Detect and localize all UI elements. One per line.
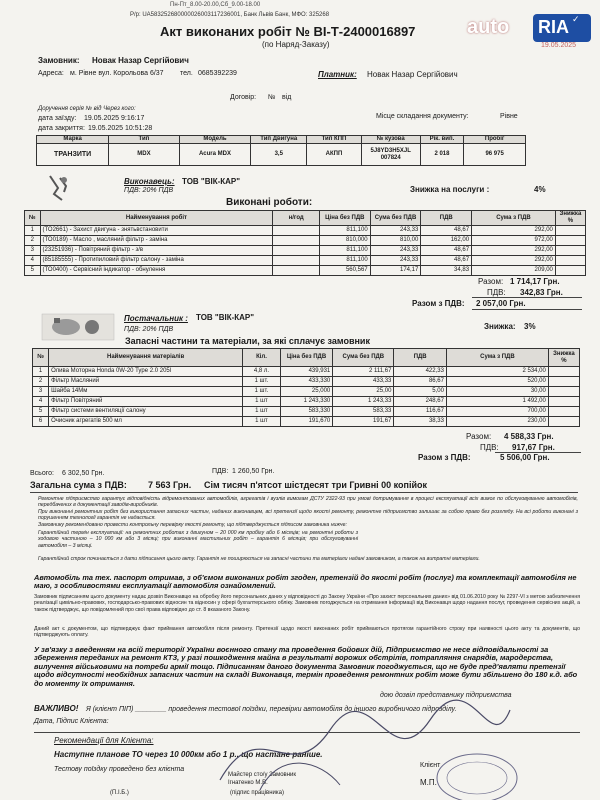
- works-col-header: ПДВ: [421, 211, 472, 226]
- employee-sign-note: (підпис працівника): [230, 790, 284, 796]
- works-cell: [273, 236, 320, 246]
- works-col-header: н/год: [273, 211, 320, 226]
- works-cell: 48,67: [421, 256, 472, 266]
- parts-cell: [548, 397, 579, 407]
- customer-phone: 0685392239: [198, 70, 237, 77]
- closing-label: дата закриття:: [38, 125, 85, 132]
- works-col-header: №: [25, 211, 41, 226]
- contract-date-label: від: [282, 94, 292, 101]
- works-discount-label: Знижка на послуги :: [410, 185, 490, 194]
- works-cell: 243,33: [370, 246, 421, 256]
- parts-cell: 116,67: [394, 407, 447, 417]
- terms-start: Гарантійний строк починається з дати підписання цього акту. Гарантія не поширюється на запасні частини та матеріали надані замовником, а також на витратні матеріали.: [38, 556, 480, 562]
- customer-address: м. Рівне вул. Корольова 6/37: [70, 70, 164, 77]
- vehicle-col-header: Модель: [179, 136, 251, 144]
- parts-cell: 1 492,00: [446, 397, 548, 407]
- works-cell: 292,00: [472, 246, 556, 256]
- vehicle-cell: 2 018: [420, 144, 464, 166]
- client-label: Клієнт: [420, 762, 441, 769]
- parts-total: 4 588,33 Грн.: [504, 432, 554, 441]
- bank-details: Р/р: UA583252680000026003117236001, Банк Львів Банк, МФО: 325268: [130, 12, 330, 18]
- test-drive-note: Тестову поїздку проведено без клієнта: [54, 766, 185, 773]
- works-cell: [555, 236, 585, 246]
- terms-warranty: Ремонтне підприємство гарантує відповідність відремонтованих автомобілів, агрегатів і вузлів вимогам ДСТУ 2322-93 при умові дотримування в процесі експлуатації всіх вимог по обслуговуванню автомобілів, передбачених в документації заводів-виробників.: [38, 496, 578, 509]
- master-label: Майстер сто/у Замовник: [228, 772, 297, 778]
- parts-cell: 583,330: [280, 407, 333, 417]
- vehicle-col-header: Тип КПП: [307, 136, 362, 144]
- works-col-header: Знижка %: [555, 211, 585, 226]
- parts-vat-total: 917,67 Грн.: [512, 443, 555, 452]
- works-cell: (ТО0189) - Масло , масляний фільтр - заміна: [40, 236, 273, 246]
- works-cell: 811,100: [319, 256, 370, 266]
- executor-name: ТОВ "ВІК-КАР": [182, 177, 241, 186]
- works-col-header: Найменування робіт: [40, 211, 273, 226]
- parts-cell: 1 шт: [243, 417, 281, 427]
- place-value: Рівне: [500, 113, 518, 120]
- works-col-header: Сума без ПДВ: [370, 211, 421, 226]
- works-cell: 209,00: [472, 266, 556, 276]
- works-cell: 972,00: [472, 236, 556, 246]
- autoria-watermark: [455, 4, 600, 54]
- mp-label: М.П.: [420, 778, 437, 787]
- works-cell: 2: [25, 236, 41, 246]
- terms-claims: Даний акт є документом, що підтверджує факт приймання автомобіля після ремонту. Претензії щодо якості виконаних робіт приймаються протягом гарантійного строку при наявності цього акту та документів, що підтверджують оплату.: [34, 626, 580, 639]
- parts-cell: Фільтр системи вентиляції салону: [49, 407, 243, 417]
- terms-personal-data: Замовник підписанням цього документу надає дозвіл Виконавцю на обробку його персональних даних у відповідності до Закону України «Про захист персональних даних» від 01.06.2010 року № 2297-VI з метою забезпечення реалізації цивільно-правових, господарсько-правових відносин та відносин у сфері бухгалтерського обліку. Замовник погоджується на отримання інформації від Виконавця щодо надання послуг, проведення сервісних акцій, а також підтверджує, що повідомлений про свої права відповідно до ст. 8 вказаного Закону.: [34, 594, 580, 613]
- works-cell: [555, 256, 585, 266]
- summary-divider: [30, 492, 578, 493]
- vehicle-cell: Acura MDX: [179, 144, 251, 166]
- parts-col-header: Сума без ПДВ: [333, 349, 394, 367]
- works-cell: [555, 266, 585, 276]
- vehicle-header-row: [37, 136, 526, 144]
- summary-vat-label: ПДВ:: [212, 468, 229, 475]
- works-cell: 1: [25, 226, 41, 236]
- terms-warranty-period: Гарантійний термін експлуатації: на ремонтних роботах з двигуном – 20 000 км пробігу або 6 місяців; на ремонтні роботи з ходовою частиною – 10 000 км або 3 місяці; при виконанні мастильних робіт – гарантія 6 місяців; при обслуговуванні автомобіля – 3 місяці.: [38, 530, 358, 549]
- works-cell: (23251936) - Повітряний фільтр - з/в: [40, 246, 273, 256]
- parts-cell: 1 243,330: [280, 397, 333, 407]
- terms-no-parts: При виконанні ремонтних робіт без використання запасних частин, наданих виконавцем, всі претензії щодо якості ремонту, ремонтне підприємство залишає за собою право без розгляду. На всі роботи виконані з порушенням технології гарантія не надається.: [38, 509, 578, 522]
- vehicle-col-header: № кузова: [361, 136, 420, 144]
- parts-cell: 2 111,67: [333, 367, 394, 377]
- works-vat-total: 342,83 Грн.: [520, 288, 563, 297]
- works-row: [25, 256, 586, 266]
- parts-vat-label: ПДВ: 20% ПДВ: [124, 326, 174, 333]
- works-cell: 292,00: [472, 226, 556, 236]
- supplier-name: ТОВ "ВІК-КАР": [196, 313, 255, 322]
- works-cell: 810,000: [319, 236, 370, 246]
- watermark-brand: auto: [467, 16, 510, 38]
- parts-cell: 191,67: [333, 417, 394, 427]
- works-row: [25, 226, 586, 236]
- parts-row: [33, 407, 580, 417]
- parts-cell: 4,8 л.: [243, 367, 281, 377]
- parts-col-header: Ціна без ПДВ: [280, 349, 333, 367]
- parts-cell: 583,33: [333, 407, 394, 417]
- works-total: 1 714,17 Грн.: [510, 277, 560, 286]
- wrench-icon: [44, 172, 74, 202]
- parts-cell: 3: [33, 387, 49, 397]
- company-stamp-icon: [432, 748, 522, 800]
- works-row: [25, 236, 586, 246]
- parts-cell: 6: [33, 417, 49, 427]
- works-header-row: [25, 211, 586, 226]
- parts-cell: Олива Моторна Honda 0W-20 Type 2.0 205l: [49, 367, 243, 377]
- vehicle-col-header: Марка: [37, 136, 109, 144]
- parts-cell: 433,33: [333, 377, 394, 387]
- works-cell: (ТО0400) - Сервісний індикатор - обнулення: [40, 266, 273, 276]
- document-subtitle: (по Наряд-Заказу): [262, 40, 330, 49]
- parts-cell: 248,67: [394, 397, 447, 407]
- vehicle-cell: ТРАНЗИТИ: [37, 144, 109, 166]
- parts-cell: 1 243,33: [333, 397, 394, 407]
- works-cell: 243,33: [370, 226, 421, 236]
- parts-cell: 230,00: [446, 417, 548, 427]
- working-hours: Пн-Пт_8.00-20.00,Сб_9.00-18.00: [170, 2, 261, 8]
- works-cell: 48,67: [421, 226, 472, 236]
- contract-number-label: №: [268, 94, 276, 101]
- works-col-header: Ціна без ПДВ: [319, 211, 370, 226]
- phone-label: тел.: [180, 70, 193, 77]
- terms-war-notice: У зв'язку з введенням на всій території України воєнного стану та проведення бойових дій, Підприємство не несе відповідальності за збереження переданих на ремонт КТЗ, у разі пошкодження майна в результаті ворожих обстрілів, потрапляння снарядів, мародерства, вилучення військовими на потреби армії тощо. Підписанням даного документа Замовник погоджується, що не буде пред'являти претензії щодо відсутності необхідних запасних частин на складі Виконавця, термін проведення ремонтних робіт може бути збільшено до 180 к.д. або до моменту їх отримання.: [34, 645, 578, 688]
- works-cell: 292,00: [472, 256, 556, 266]
- works-cell: [273, 266, 320, 276]
- parts-cell: 1: [33, 367, 49, 377]
- parts-cell: 1 шт.: [243, 377, 281, 387]
- important-label: ВАЖЛИВО!: [34, 704, 79, 713]
- pip-label: (П.І.Б.): [110, 790, 129, 796]
- arrival-label: дата заїзду:: [38, 115, 77, 122]
- works-table: [24, 210, 586, 276]
- works-vat-label: ПДВ: 20% ПДВ: [124, 187, 174, 194]
- master-name: Ігнатенко М.В.: [228, 780, 268, 786]
- parts-cell: 4: [33, 397, 49, 407]
- works-cell: 3: [25, 246, 41, 256]
- works-cell: 243,33: [370, 256, 421, 266]
- parts-row: [33, 367, 580, 377]
- document-title: Акт виконаних робіт № ВІ-Т-2400016897: [160, 24, 416, 39]
- refuse-text: дою дозвіл представнику підприємства: [380, 692, 512, 699]
- parts-image-icon: [40, 312, 116, 342]
- vehicle-col-header: Рік. вип.: [420, 136, 464, 144]
- works-total-underline: [472, 297, 582, 298]
- parts-cell: 2: [33, 377, 49, 387]
- works-row: [25, 246, 586, 256]
- watermark-ria: RIA: [538, 17, 569, 37]
- all-total: 6 302,50 Грн.: [62, 470, 105, 477]
- parts-cell: 1 шт.: [243, 387, 281, 397]
- parts-cell: [548, 407, 579, 417]
- parts-cell: 25,00: [333, 387, 394, 397]
- next-service: Наступне планове ТО через 10 000км або 1 р., що настане раніше.: [54, 750, 323, 759]
- parts-table: [32, 348, 580, 427]
- works-cell: (85185555) - Протипиловий фільтр салону - заміна: [40, 256, 273, 266]
- works-col-header: Сума з ПДВ: [472, 211, 556, 226]
- vehicle-cell: MDX: [109, 144, 179, 166]
- customer-label: Замовник:: [38, 56, 80, 65]
- grand-total-label: Загальна сума з ПДВ:: [30, 480, 127, 490]
- customer-name: Новак Назар Сергійович: [92, 56, 189, 65]
- works-cell: (ТО2661) - Захист двигуна - знятьвстановити: [40, 226, 273, 236]
- parts-cell: [548, 377, 579, 387]
- power-of-attorney: Доручення серія № від Через кого:: [38, 106, 136, 112]
- parts-cell: 700,00: [446, 407, 548, 417]
- terms-acceptance: Автомобіль та тех. паспорт отримав, з об'ємом виконаних робіт згоден, претензій до якості робіт (послуг) та комплектації автомобіля не маю, з особливостями експлуатації автомобіля ознайомлений.: [34, 573, 577, 591]
- vehicle-table: [36, 135, 526, 166]
- parts-cell: Фільтр Повітряний: [49, 397, 243, 407]
- parts-cell: 1 шт: [243, 397, 281, 407]
- parts-col-header: №: [33, 349, 49, 367]
- parts-cell: 2 534,00: [446, 367, 548, 377]
- parts-cell: Шайба 14Мм: [49, 387, 243, 397]
- works-section-title: Виконані роботи:: [226, 197, 313, 208]
- grand-total-words: Сім тисяч п'ятсот шістдесят три Гривні 00 копійок: [204, 480, 428, 490]
- works-cell: 34,83: [421, 266, 472, 276]
- works-vat-total-label: ПДВ:: [487, 288, 506, 297]
- parts-total-underline: [495, 452, 581, 453]
- works-cell: 5: [25, 266, 41, 276]
- vehicle-cell: АКПП: [307, 144, 362, 166]
- watermark-ria-badge: [533, 14, 591, 42]
- client-signature-label: Дата, Підпис Клієнта:: [34, 718, 109, 725]
- parts-cell: 1 шт: [243, 407, 281, 417]
- parts-col-header: Знижка %: [548, 349, 579, 367]
- payer-name: Новак Назар Сергійович: [367, 70, 458, 79]
- parts-row: [33, 397, 580, 407]
- closing-date: 19.05.2025 10:51:28: [88, 125, 153, 132]
- executor-label: Виконавець:: [124, 177, 175, 186]
- parts-cell: 38,33: [394, 417, 447, 427]
- parts-row: [33, 377, 580, 387]
- place-label: Місце складання документу:: [376, 113, 469, 120]
- works-cell: [273, 256, 320, 266]
- parts-cell: [548, 417, 579, 427]
- parts-cell: 422,33: [394, 367, 447, 377]
- parts-cell: 30,00: [446, 387, 548, 397]
- parts-vat-total-label: ПДВ:: [480, 443, 499, 452]
- vehicle-cell: 96 975: [464, 144, 526, 166]
- parts-cell: 439,931: [280, 367, 333, 377]
- works-row: [25, 266, 586, 276]
- parts-header-row: [33, 349, 580, 367]
- parts-total-vat: 5 506,00 Грн.: [500, 453, 550, 462]
- recommendations-label: Рекомендації для Клієнта:: [54, 736, 154, 745]
- parts-cell: Фільтр Масляний: [49, 377, 243, 387]
- parts-total-vat-label: Разом з ПДВ:: [418, 453, 471, 462]
- works-cell: [273, 246, 320, 256]
- supplier-label: Постачальник :: [124, 314, 188, 323]
- parts-cell: Очисник агрегатів 500 мл: [49, 417, 243, 427]
- parts-cell: [548, 387, 579, 397]
- parts-cell: [548, 367, 579, 377]
- grand-total: 7 563 Грн.: [148, 480, 192, 490]
- works-discount-value: 4%: [534, 185, 546, 194]
- terms-check: Замовнику рекомендовано провести контрольну перевірку якості ремонту, що підтверджується підписом замовника нижче:: [38, 522, 347, 528]
- contract-label: Договір:: [230, 94, 257, 101]
- vehicle-col-header: Тип Двигуна: [251, 136, 307, 144]
- parts-section-title: Запасні частини та матеріали, за які сплачує замовник: [125, 336, 370, 346]
- address-label: Адреса:: [38, 70, 64, 77]
- works-cell: 162,00: [421, 236, 472, 246]
- works-cell: 560,567: [319, 266, 370, 276]
- vehicle-col-header: Пробіг: [464, 136, 526, 144]
- parts-col-header: Найменування матеріалів: [49, 349, 243, 367]
- all-total-label: Всього:: [30, 470, 54, 477]
- works-cell: [555, 226, 585, 236]
- parts-cell: 86,67: [394, 377, 447, 387]
- works-cell: 4: [25, 256, 41, 266]
- parts-cell: 5,00: [394, 387, 447, 397]
- arrival-date: 19.05.2025 9:16:17: [84, 115, 145, 122]
- parts-cell: 520,00: [446, 377, 548, 387]
- works-cell: 811,100: [319, 246, 370, 256]
- important-text: Я (клієнт ПІП) ________ проведення тестової поїздки, перевірки автомобіля до іншого виробничого підрозділу.: [86, 706, 457, 713]
- works-total-vat-label: Разом з ПДВ:: [412, 299, 465, 308]
- payer-label: Платник:: [318, 70, 357, 79]
- vehicle-col-header: Тип: [109, 136, 179, 144]
- works-total-vat-underline: [472, 309, 582, 310]
- watermark-star-icon: ✓: [572, 14, 580, 24]
- works-total-vat: 2 057,00 Грн.: [476, 299, 526, 308]
- works-cell: [273, 226, 320, 236]
- parts-col-header: ПДВ: [394, 349, 447, 367]
- parts-cell: 433,330: [280, 377, 333, 387]
- works-cell: 174,17: [370, 266, 421, 276]
- works-cell: 810,00: [370, 236, 421, 246]
- summary-vat: 1 260,50 Грн.: [232, 468, 275, 475]
- parts-row: [33, 387, 580, 397]
- works-cell: [555, 246, 585, 256]
- parts-discount-label: Знижка:: [484, 322, 516, 331]
- parts-col-header: Сума з ПДВ: [446, 349, 548, 367]
- parts-total-label: Разом:: [466, 432, 492, 441]
- vehicle-value-row: [37, 144, 526, 166]
- works-total-label: Разом:: [478, 277, 504, 286]
- parts-row: [33, 417, 580, 427]
- parts-discount-value: 3%: [524, 322, 536, 331]
- parts-cell: 5: [33, 407, 49, 417]
- vehicle-cell: 5J8YD3H5XJL 007824: [361, 144, 420, 166]
- watermark-date: 19.05.2025: [541, 42, 577, 49]
- works-cell: 48,67: [421, 246, 472, 256]
- works-cell: 811,100: [319, 226, 370, 236]
- parts-cell: 25,000: [280, 387, 333, 397]
- parts-col-header: Кіл.: [243, 349, 281, 367]
- vehicle-cell: 3,5: [251, 144, 307, 166]
- parts-cell: 191,670: [280, 417, 333, 427]
